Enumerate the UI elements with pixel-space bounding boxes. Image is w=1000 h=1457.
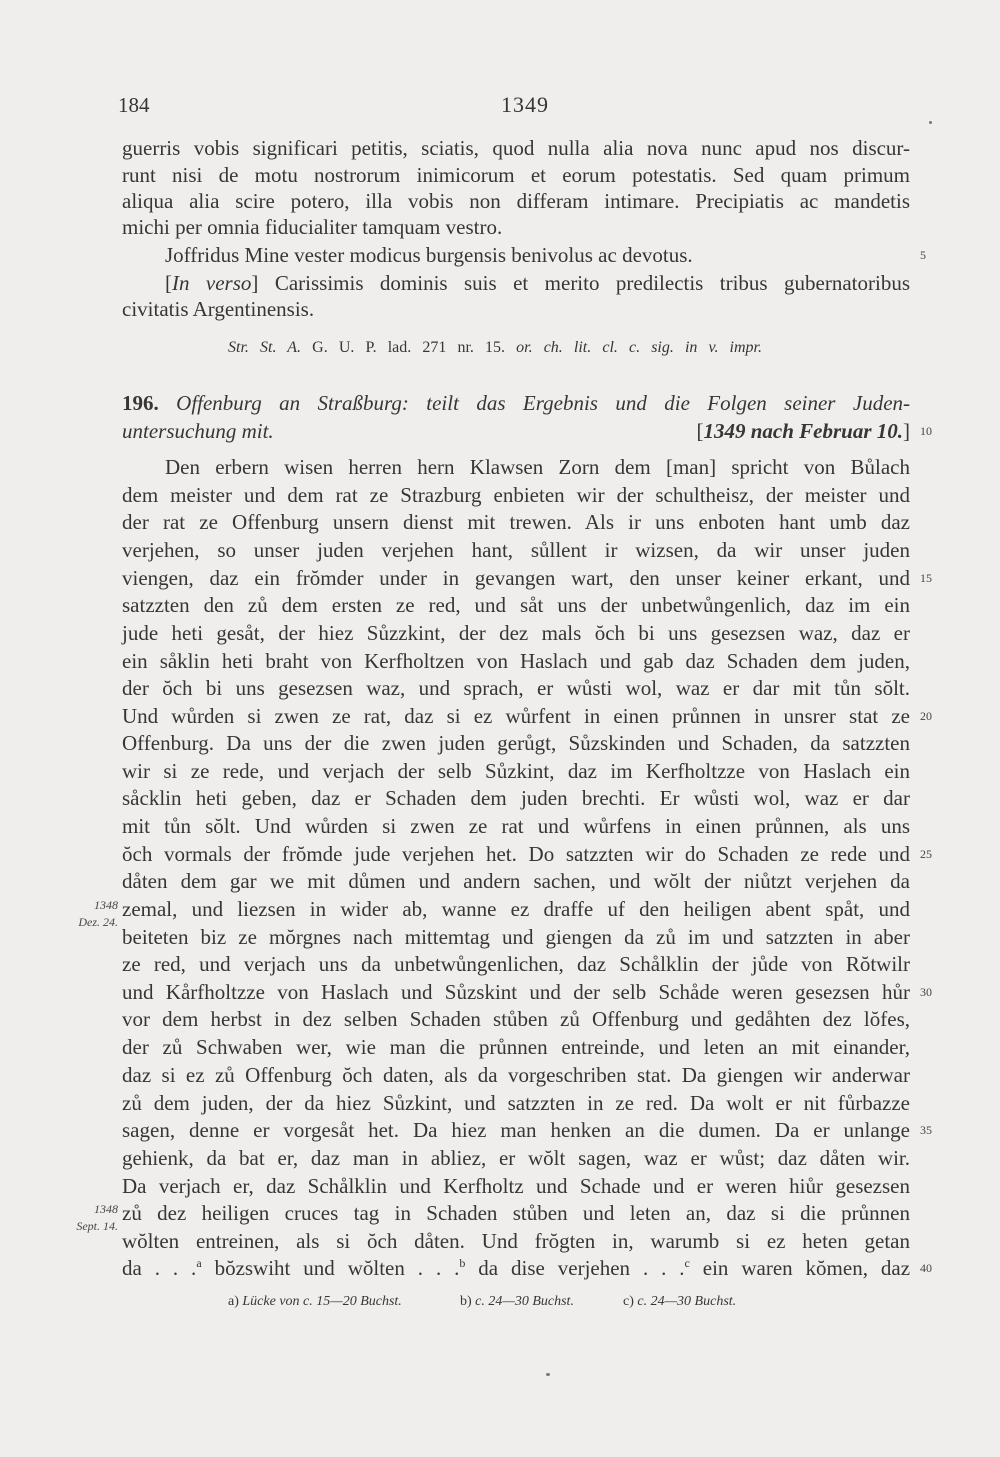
text-segment: ein waren kŏmen, daz	[702, 1256, 911, 1280]
footnote-text: Lücke von c. 15—20 Buchst.	[242, 1294, 402, 1309]
document-date	[600, 419, 910, 443]
text-line: viengen, daz ein frŏmder under in gevangen wart, den unser keiner erkant, und	[122, 566, 910, 590]
text-line: verjehen, so unser juden verjehen hant, sůllent ir wizsen, da wir unser juden	[122, 538, 910, 562]
footnote-ref: b	[459, 1256, 466, 1270]
margin-note-date: Dez. 24.	[78, 915, 118, 929]
page-number: 184	[118, 93, 150, 117]
text-line: guerris vobis significari petitis, sciatis, quod nulla alia nova nunc apud nos discur-	[122, 136, 910, 160]
text-line: ze red, und verjach uns da unbetwůngenlichen, daz Schålklin der jůde von Rŏtwilr	[122, 952, 910, 976]
text-line: Offenburg. Da uns der die zwen juden gerůgt, Sůzskinden und Schaden, da satzzten	[122, 731, 910, 755]
margin-note-year: 1348	[94, 1202, 118, 1216]
text-line: Da verjach er, daz Schålklin und Kerfholtz und Schade und er weren hiůr gesezsen	[122, 1174, 910, 1198]
text-line: der ŏch bi uns gesezsen waz, und sprach, er wůsti wol, waz er dar mit tůn sŏlt.	[122, 676, 910, 700]
document-title: Offenburg an Straßburg: teilt das Ergebnis und die Folgen seiner Juden-	[176, 391, 911, 415]
citation-shelfmark: G. U. P. lad. 271 nr. 15.	[312, 339, 506, 356]
text-segment: bŏzswiht und wŏlten . . .	[214, 1256, 460, 1280]
text-line: zů dem juden, der da hiez Sůzkint, und satzzten in ze red. Da wolt er nit fůrbazze	[122, 1091, 910, 1115]
line-number: 5	[920, 248, 926, 262]
text-line: ŏch vormals der frŏmde jude verjehen het. Do satzzten wir do Schaden ze rede und	[122, 842, 910, 866]
text-line: der rat ze Offenburg unsern dienst mit trewen. Als ir uns enboten hant umb daz	[122, 510, 910, 534]
text-line: sagen, denne er vorgesåt het. Da hiez man henken an die dumen. Da er unlange	[122, 1118, 910, 1142]
line-number: 25	[920, 847, 932, 861]
text-line: gehienk, da bat er, daz man in abliez, er wŏlt sagen, waz er wůst; daz dåten wir.	[122, 1146, 910, 1170]
line-number: 30	[920, 985, 932, 999]
citation-archive: Str. St. A.	[228, 339, 302, 356]
verso-label: In verso	[172, 271, 252, 295]
archive-citation	[228, 338, 762, 358]
text-line: aliqua alia scire potero, illa vobis non differam intimare. Precipiatis ac mandetis	[122, 189, 910, 213]
text-segment: da . . .	[122, 1256, 197, 1280]
bracket: [	[696, 419, 704, 443]
footnote-mark: b)	[460, 1294, 472, 1309]
footnote-text: c. 24—30 Buchst.	[475, 1294, 574, 1309]
text-line: mit tůn sŏlt. Und wůrden si zwen ze rat und wůrfens in einen průnnen, als uns	[122, 814, 910, 838]
footnote-text: c. 24—30 Buchst.	[637, 1294, 737, 1309]
text-line: dem meister und dem rat ze Strazburg enbieten wir der schultheisz, der meister und	[122, 483, 910, 507]
line-number: 15	[920, 571, 932, 585]
scan-speck	[546, 1373, 550, 1376]
bracket: [	[165, 271, 172, 295]
line-number: 40	[920, 1261, 932, 1275]
footnote-mark: c)	[623, 1294, 634, 1309]
document-number: 196.	[122, 391, 159, 415]
text-line: wir si ze rede, und verjach der selb Sůzkint, daz im Kerfholtzze von Haslach ein	[122, 759, 910, 783]
footnote-ref: a	[196, 1256, 202, 1270]
margin-note-date: Sept. 14.	[76, 1219, 118, 1233]
footnote-mark: a)	[228, 1294, 239, 1309]
line-number: 10	[920, 424, 932, 438]
text-line: ein såklin heti braht von Kerfholtzen von Haslach und gab daz Schaden dem juden,	[122, 649, 910, 673]
text-line: Und wůrden si zwen ze rat, daz si ez wůrfent in einen průnnen in unsrer stat ze	[122, 704, 910, 728]
text-segment: da dise verjehen . . .	[478, 1256, 685, 1280]
text-line: civitatis Argentinensis.	[122, 297, 315, 321]
footnote-ref: c	[684, 1256, 690, 1270]
text-line: runt nisi de motu nostrorum inimicorum et eorum potestatis. Sed quam primum	[122, 163, 910, 187]
text-line: daz si ez zů Offenburg ŏch daten, als da vorgeschriben stat. Da giengen wir anderwar	[122, 1063, 910, 1087]
text-line: såcklin heti geben, daz er Schaden dem juden brechti. Er wůsti wol, waz er dar	[122, 786, 910, 810]
citation-description: or. ch. lit. cl. c. sig. in v. impr.	[516, 339, 763, 356]
text-line: beiteten biz ze mŏrgnes nach mittemtag und giengen da zů im und satzzten in aber	[122, 925, 910, 949]
address-text: ] Carissimis dominis suis et merito predilectis tribus gubernatoribus	[251, 271, 910, 295]
text-line: wŏlten entreinen, als si ŏch dåten. Und frŏgten in, warumb si ez heten getan	[122, 1229, 910, 1253]
line-number: 20	[920, 709, 932, 723]
footnote	[623, 1293, 736, 1311]
text-line: dåten dem gar we mit důmen und andern sachen, und wŏlt der niůtzt verjehen da	[122, 869, 910, 893]
text-line: michi per omnia fiducialiter tamquam vestro.	[122, 215, 503, 239]
text-line: und Kårfholtzze von Haslach und Sůzskint und der selb Schåde weren gesezsen hůr	[122, 980, 910, 1004]
text-line: jude heti gesåt, der hiez Sůzzkint, der dez mals ŏch bi uns gesezsen waz, daz er	[122, 621, 910, 645]
text-line: satzzten den zů dem ersten ze red, und såt uns der unbetwůngenlich, daz im ein	[122, 593, 910, 617]
text-line	[122, 1256, 910, 1280]
text-line: vor dem herbst in dez selben Schaden stůben zů Offenburg und gedåhten dez lŏfes,	[122, 1007, 910, 1031]
text-line: zemal, und liezsen in wider ab, wanne ez draffe uf den heiligen abent spåt, und	[122, 897, 910, 921]
footnote	[228, 1293, 402, 1311]
margin-note-year: 1348	[94, 898, 118, 912]
text-line: Den erbern wisen herren hern Klawsen Zorn dem [man] spricht von Bůlach	[165, 455, 910, 479]
text-line: der zů Schwaben wer, wie man die průnnen entreinde, und leten an mit einander,	[122, 1035, 910, 1059]
scan-speck	[929, 121, 932, 124]
line-number: 35	[920, 1123, 932, 1137]
verso-address-line	[165, 271, 910, 295]
document-heading	[122, 391, 910, 415]
date-text: 1349 nach Februar 10.	[703, 419, 903, 443]
footnote	[460, 1293, 574, 1311]
bracket: ]	[903, 419, 910, 443]
text-line: zů dez heiligen cruces tag in Schaden stůben und leten an, daz si die průnnen	[122, 1201, 910, 1225]
running-head-year: 1349	[501, 92, 549, 117]
signature-line: Joffridus Mine vester modicus burgensis benivolus ac devotus.	[165, 243, 693, 267]
document-title-continued: untersuchung mit.	[122, 419, 274, 443]
